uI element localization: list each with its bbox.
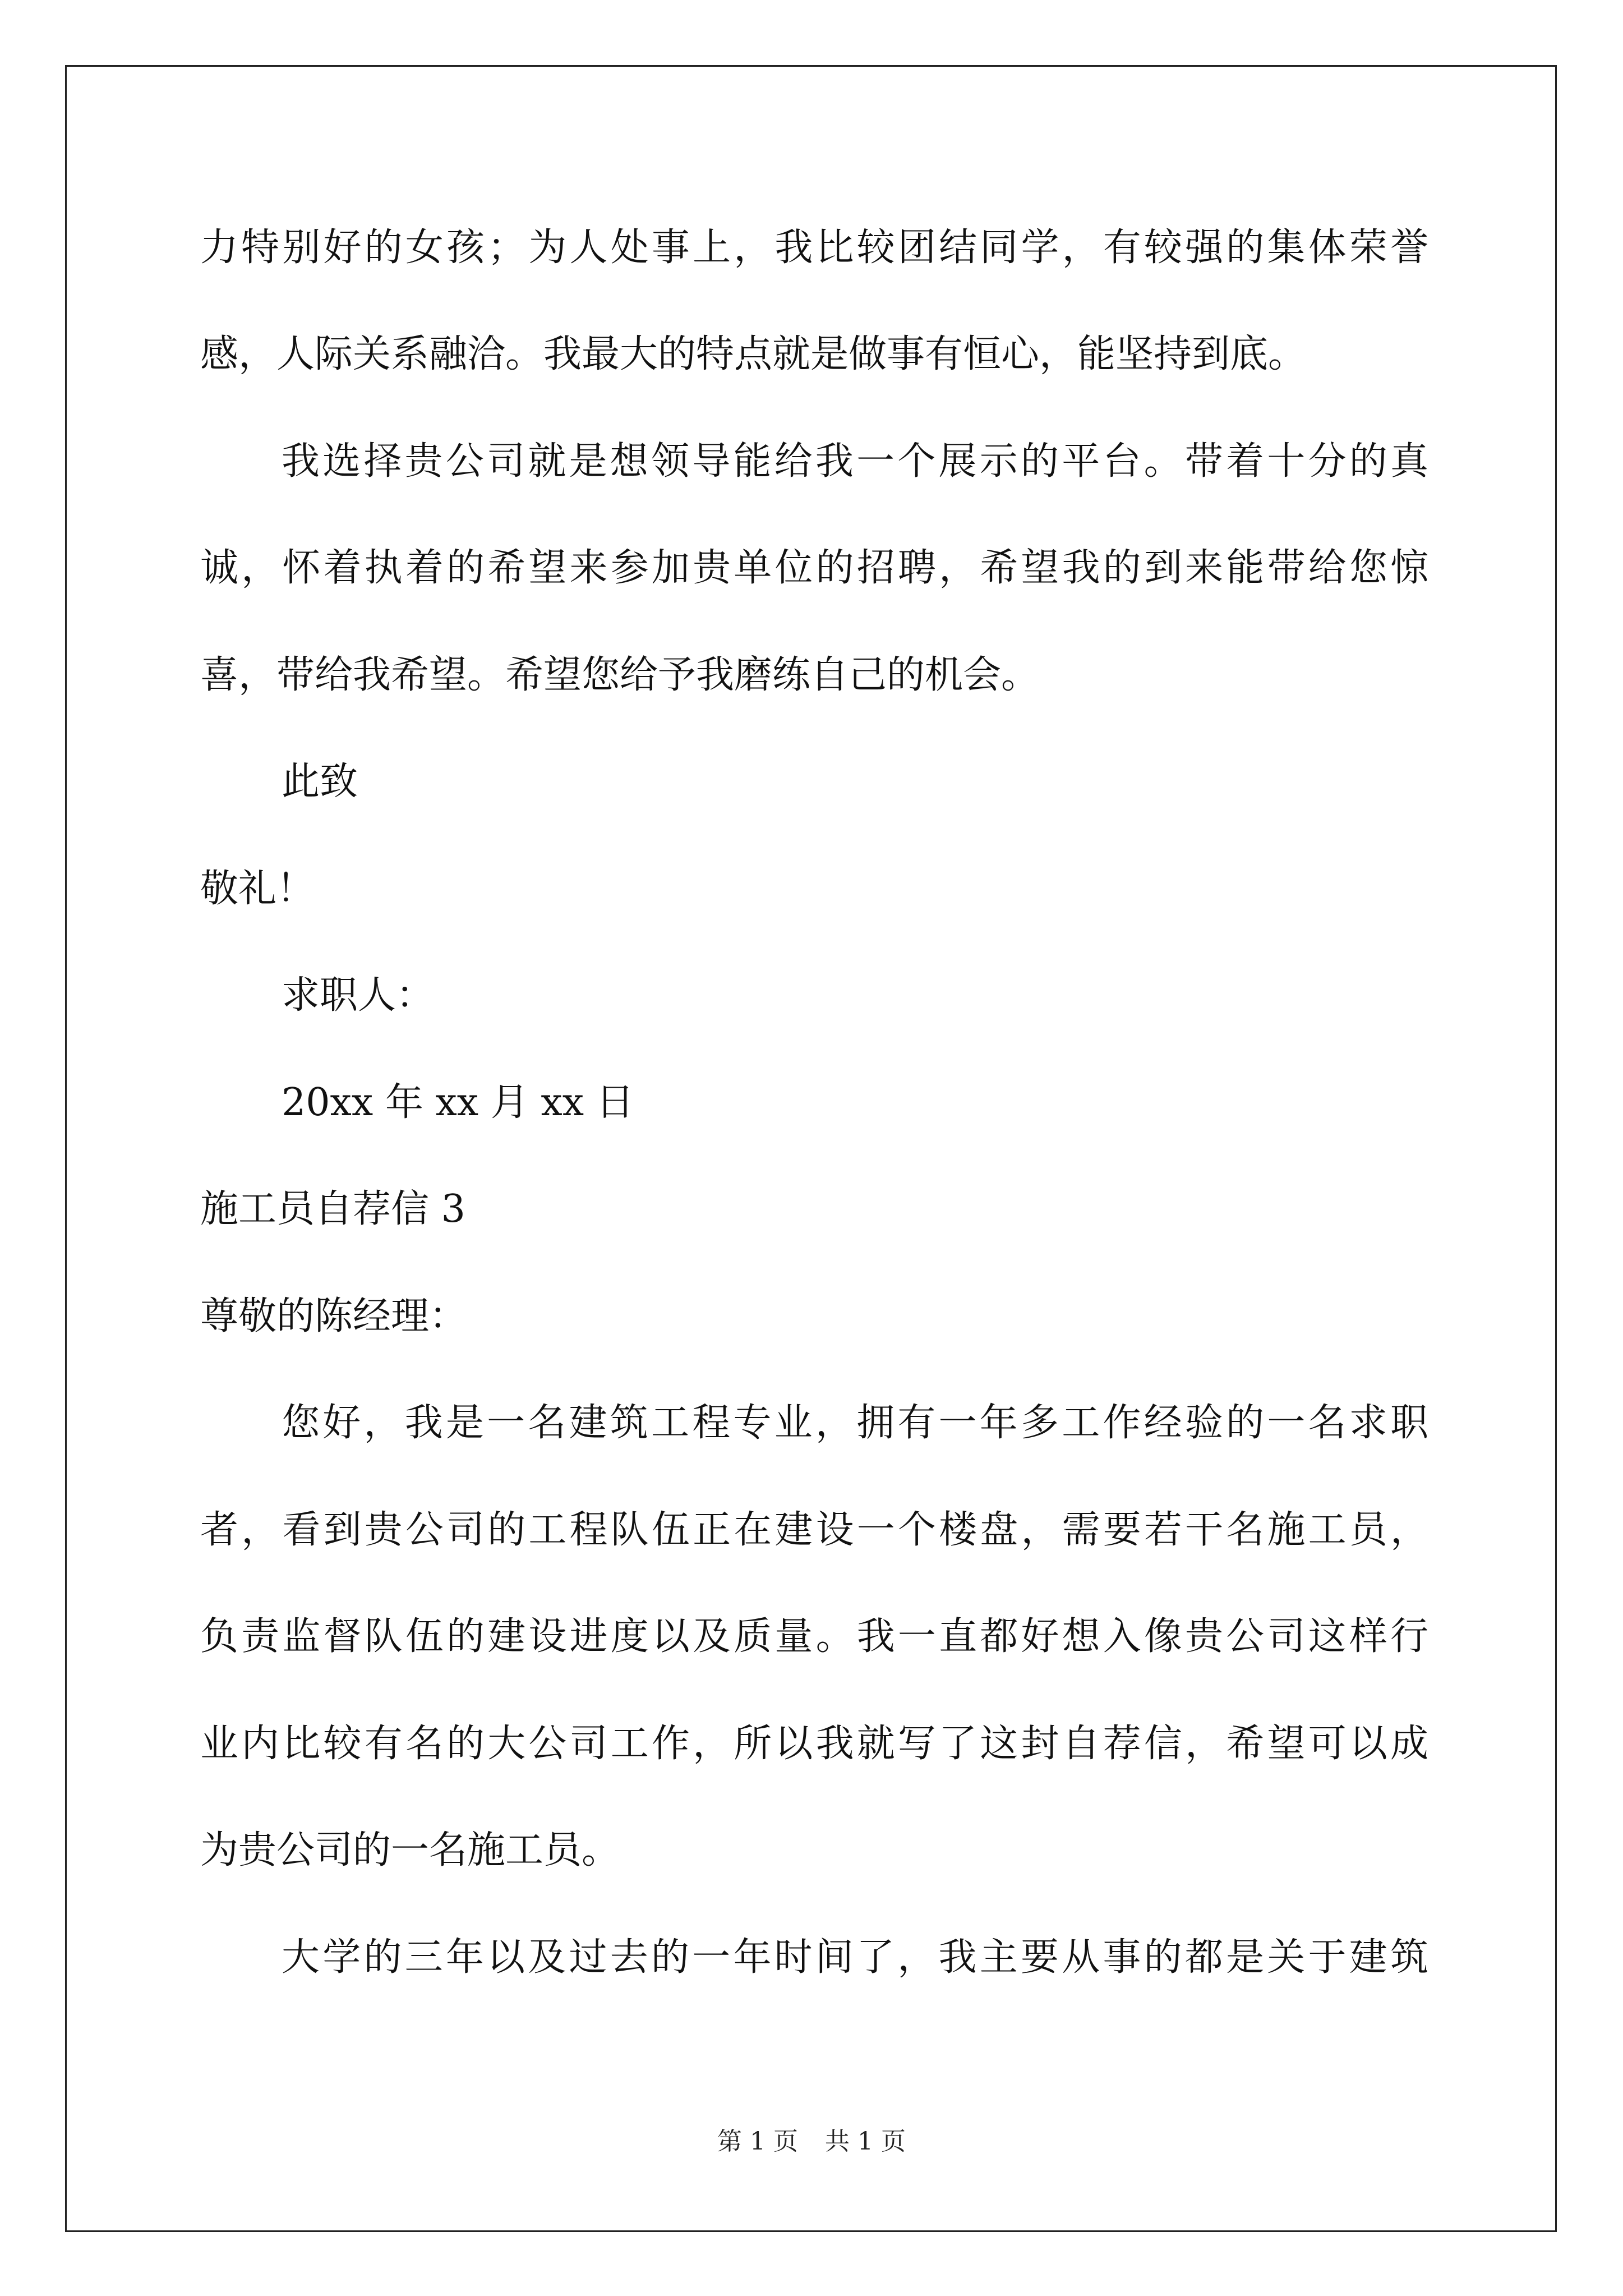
- text-line: 力特别好的女孩；为人处事上，我比较团结同学，有较强的集体荣誉: [200, 226, 1428, 270]
- text-line: 您好，我是一名建筑工程专业，拥有一年多工作经验的一名求职: [282, 1401, 1428, 1445]
- text-line: 业内比较有名的大公司工作，所以我就写了这封自荐信，希望可以成: [200, 1722, 1428, 1766]
- signature-label: 求职人：: [282, 973, 435, 1018]
- text-line: 为贵公司的一名施工员。: [200, 1828, 620, 1872]
- text-line: 负责监督队伍的建设进度以及质量。我一直都好想入像贵公司这样行: [200, 1614, 1428, 1659]
- page-border: [65, 65, 1557, 2232]
- text-line: 诚，怀着执着的希望来参加贵单位的招聘，希望我的到来能带给您惊: [200, 546, 1428, 590]
- text-line: 我选择贵公司就是想领导能给我一个展示的平台。带着十分的真: [282, 439, 1428, 484]
- text-line: 感，人际关系融洽。我最大的特点就是做事有恒心，能坚持到底。: [200, 332, 1307, 376]
- page-footer: [0, 2125, 1623, 2159]
- text-line: 喜，带给我希望。希望您给予我磨练自己的机会。: [200, 653, 1040, 697]
- date-line: 20xx 年 xx 月 xx 日: [282, 1080, 634, 1125]
- page-number-total: 共 1 页: [825, 2127, 906, 2156]
- letter-salutation: 尊敬的陈经理：: [200, 1294, 468, 1338]
- text-line: 者，看到贵公司的工程队伍正在建设一个楼盘，需要若干名施工员，: [200, 1508, 1428, 1552]
- closing-greeting: 敬礼！: [200, 867, 315, 911]
- text-line: 大学的三年以及过去的一年时间了，我主要从事的都是关于建筑: [282, 1935, 1428, 1980]
- section-title: 施工员自荐信 3: [200, 1187, 465, 1231]
- page-number-current: 第 1 页: [717, 2127, 798, 2156]
- salutation-closing: 此致: [282, 760, 358, 804]
